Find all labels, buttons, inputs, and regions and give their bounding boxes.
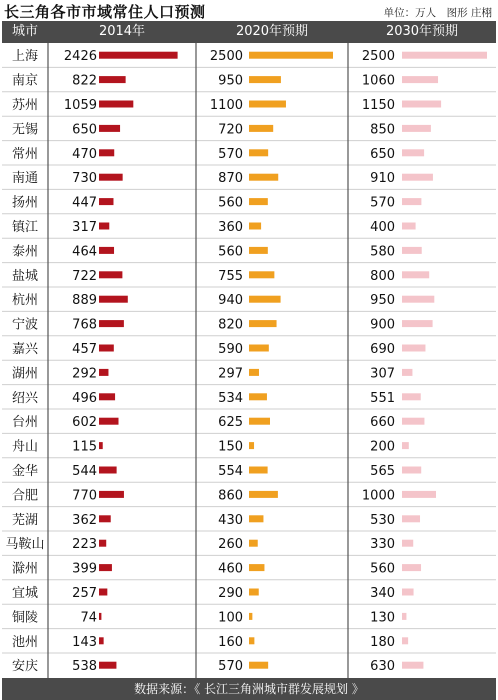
value-label-2030: 330 [370,537,395,553]
bar-2014 [99,467,117,474]
value-label-2020: 360 [218,220,243,235]
bar-2020 [249,149,268,156]
value-label-2014: 2426 [63,49,97,65]
value-label-2020: 1100 [209,98,243,113]
city-label: 芜湖 [11,512,39,528]
value-label-2014: 730 [72,171,97,187]
bar-2030 [402,320,433,327]
value-label-2020: 150 [218,439,243,455]
footer-source [2,678,496,700]
value-label-2020: 625 [218,415,243,431]
city-label: 上海 [11,49,39,65]
value-label-2014: 544 [72,464,97,479]
value-label-2014: 399 [72,561,97,577]
bar-2030 [402,442,409,449]
city-label: 嘉兴 [11,342,39,357]
value-label-2030: 307 [370,366,395,382]
city-label: 合肥 [11,488,39,504]
bar-2020 [249,247,268,254]
city-label: 滁州 [11,561,39,577]
value-label-2020: 560 [218,244,243,260]
bar-2014 [99,662,116,669]
city-label: 南京 [11,73,39,89]
bar-2020 [249,442,254,449]
value-label-2014: 143 [72,634,97,650]
city-label: 池州 [11,634,39,650]
city-label: 苏州 [11,98,39,113]
bar-2014 [99,271,122,278]
value-label-2014: 770 [72,488,97,504]
bar-2030 [402,223,416,230]
value-label-2014: 464 [72,244,97,260]
bar-2020 [249,271,274,278]
city-label: 宜城 [11,586,39,601]
source-label: 数据来源： [134,682,195,696]
city-label: 台州 [11,415,39,431]
bar-2014 [99,52,178,59]
value-label-2020: 297 [218,366,243,382]
bar-2020 [249,540,258,547]
value-label-2030: 1060 [361,73,395,89]
bar-2030 [402,101,441,108]
value-label-2014: 822 [72,73,97,89]
bar-2014 [99,369,108,376]
bar-2014 [99,442,103,449]
value-label-2014: 223 [72,537,97,553]
bar-2020 [249,101,286,108]
bar-2020 [249,198,268,205]
value-label-2014: 470 [72,146,97,162]
bar-2020 [249,296,281,303]
bar-2030 [402,296,434,303]
value-label-2020: 554 [218,464,243,479]
value-label-2020: 720 [218,122,243,138]
bar-2014 [99,540,106,547]
bar-2014 [99,198,113,205]
value-label-2014: 74 [80,610,97,626]
bar-2020 [249,613,252,620]
city-label: 杭州 [11,293,39,309]
value-label-2030: 1000 [361,488,395,504]
bar-2014 [99,101,133,108]
value-label-2014: 602 [72,415,97,431]
bar-2014 [99,76,126,83]
bar-2020 [249,125,273,132]
value-label-2014: 538 [72,659,97,675]
bar-2014 [99,296,128,303]
bar-2020 [249,564,264,571]
bar-2030 [402,637,408,644]
bar-2030 [402,345,425,352]
bar-2020 [249,515,263,522]
value-label-2014: 115 [72,439,97,455]
city-label: 无锡 [11,122,39,138]
value-label-2014: 457 [72,342,97,357]
value-label-2014: 1059 [63,98,97,113]
bar-2030 [402,515,420,522]
bar-2030 [402,393,421,400]
bar-2014 [99,320,124,327]
bar-2014 [99,515,111,522]
value-label-2030: 660 [370,415,395,431]
city-label: 宁波 [11,317,39,333]
bar-2030 [402,418,424,425]
bar-2030 [402,613,406,620]
value-label-2014: 496 [72,390,97,406]
bar-2014 [99,637,104,644]
bar-2030 [402,198,421,205]
value-label-2030: 900 [370,317,395,333]
value-label-2030: 690 [370,342,395,357]
value-label-2030: 630 [370,659,395,675]
value-label-2014: 292 [72,366,97,382]
value-label-2030: 551 [370,390,395,406]
bar-2014 [99,174,123,181]
value-label-2014: 722 [72,268,97,284]
bar-2020 [249,223,261,230]
bar-2020 [249,393,267,400]
value-label-2020: 950 [218,73,243,89]
bar-2014 [99,564,112,571]
value-label-2020: 870 [218,171,243,187]
city-label: 绍兴 [11,390,39,406]
bar-2030 [402,125,431,132]
value-label-2030: 850 [370,122,395,138]
source-text: 《 长江三角洲城市群发展规划 》 [194,682,364,696]
bar-2030 [402,491,436,498]
city-label: 常州 [11,146,39,162]
city-label: 南通 [11,171,39,187]
value-label-2020: 2500 [209,49,243,65]
header-city: 城市 [11,24,38,39]
bar-2030 [402,76,438,83]
bar-2014 [99,418,119,425]
value-label-2030: 565 [370,464,395,479]
value-label-2030: 2500 [361,49,395,65]
value-label-2020: 260 [218,537,243,553]
bar-2030 [402,662,423,669]
value-label-2020: 570 [218,659,243,675]
bar-2030 [402,369,412,376]
value-label-2030: 340 [370,586,395,601]
value-label-2020: 460 [218,561,243,577]
value-label-2020: 940 [218,293,243,309]
value-label-2030: 200 [370,439,395,455]
value-label-2014: 447 [72,195,97,211]
bar-2030 [402,174,433,181]
header-series-2020: 2020年预期 [235,24,309,39]
value-label-2030: 800 [370,268,395,284]
value-label-2030: 530 [370,512,395,528]
value-label-2014: 889 [72,293,97,309]
bar-2020 [249,418,270,425]
bar-2030 [402,467,421,474]
bar-2020 [249,369,259,376]
city-label: 镇江 [11,220,39,235]
value-label-2030: 570 [370,195,395,211]
city-label: 安庆 [11,659,39,675]
bar-2020 [249,637,254,644]
city-label: 湖州 [11,366,39,382]
value-label-2030: 580 [370,244,395,260]
city-label: 金华 [11,464,39,479]
bar-2014 [99,491,124,498]
value-label-2030: 180 [370,634,395,650]
value-label-2020: 290 [218,586,243,601]
value-label-2020: 160 [218,634,243,650]
bar-2020 [249,76,281,83]
bar-2020 [249,320,277,327]
bar-2014 [99,345,114,352]
header-series-2014: 2014年 [98,24,146,39]
city-label: 铜陵 [11,610,39,626]
chart-title: 长三角各市市域常住人口预测 [4,3,206,21]
bar-2014 [99,589,107,596]
value-label-2030: 1150 [361,98,395,113]
value-label-2014: 650 [72,122,97,138]
bar-2014 [99,125,120,132]
bar-2030 [402,52,487,59]
bar-2030 [402,589,414,596]
bar-2014 [99,393,115,400]
bar-2020 [249,662,268,669]
bar-2030 [402,564,421,571]
city-label: 舟山 [11,439,39,455]
city-label: 扬州 [11,195,39,211]
value-label-2030: 130 [370,610,395,626]
value-label-2020: 590 [218,342,243,357]
bar-2014 [99,149,114,156]
value-label-2014: 317 [72,220,97,235]
bar-2030 [402,247,422,254]
bar-2014 [99,247,114,254]
value-label-2020: 755 [218,268,243,284]
value-label-2030: 400 [370,220,395,235]
value-label-2014: 257 [72,586,97,601]
unit-credit: 单位：万人 图形 庄栩 [383,7,492,19]
bar-2030 [402,149,424,156]
bar-2030 [402,271,429,278]
value-label-2014: 362 [72,512,97,528]
value-label-2020: 100 [218,610,243,626]
bar-2020 [249,345,269,352]
value-label-2020: 860 [218,488,243,504]
header-series-2030: 2030年预期 [385,24,459,39]
value-label-2020: 820 [218,317,243,333]
city-label: 泰州 [11,244,39,260]
bar-2014 [99,613,101,620]
bar-2030 [402,540,413,547]
city-label: 马鞍山 [5,537,45,553]
value-label-2030: 560 [370,561,395,577]
value-label-2020: 570 [218,146,243,162]
value-label-2020: 534 [218,390,243,406]
value-label-2020: 430 [218,512,243,528]
bar-2014 [99,223,109,230]
value-label-2014: 768 [72,317,97,333]
value-label-2030: 950 [370,293,395,309]
bar-2020 [249,174,278,181]
value-label-2030: 650 [370,146,395,162]
city-label: 盐城 [11,268,39,284]
bar-2020 [249,491,278,498]
bar-2020 [249,467,268,474]
bar-2020 [249,589,259,596]
bar-2020 [249,52,333,59]
value-label-2030: 910 [370,171,395,187]
value-label-2020: 560 [218,195,243,211]
